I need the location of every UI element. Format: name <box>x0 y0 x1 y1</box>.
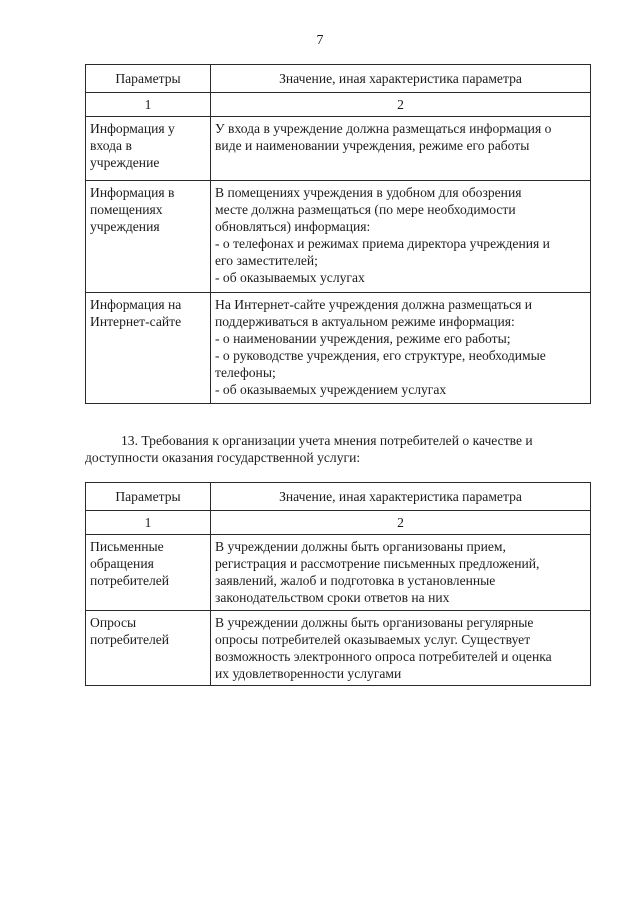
header-value: Значение, иная характеристика параметра <box>211 483 591 511</box>
value-cell <box>211 535 591 611</box>
param-line: обращения <box>90 556 154 571</box>
table-row <box>86 535 591 611</box>
param-line: Интернет-сайте <box>90 314 182 329</box>
param-line: помещениях <box>90 202 163 217</box>
column-number-2: 2 <box>211 93 591 117</box>
param-line: Информация на <box>90 297 182 312</box>
column-number-row <box>86 93 591 117</box>
value-cell <box>211 611 591 686</box>
param-line: Опросы <box>90 615 137 630</box>
value-line: их удовлетворенности услугами <box>215 666 402 681</box>
param-cell <box>86 293 211 404</box>
value-line: месте должна размещаться (по мере необходимости <box>215 202 516 217</box>
value-line: регистрация и рассмотрение письменных предложений, <box>215 556 540 571</box>
page-number: 7 <box>316 33 324 48</box>
value-line: - о телефонах и режимах приема директора учреждения и <box>215 236 550 251</box>
paragraph-line: доступности оказания государственной услуги: <box>85 450 361 465</box>
value-line: - о руководстве учреждения, его структуре, необходимые <box>215 348 546 363</box>
table-header-row <box>86 483 591 511</box>
value-line: заявлений, жалоб и подготовка в установленные <box>215 573 496 588</box>
value-line: - об оказываемых услугах <box>215 270 365 285</box>
param-line: потребителей <box>90 632 170 647</box>
table-header-row <box>86 65 591 93</box>
value-cell <box>211 117 591 181</box>
param-cell <box>86 117 211 181</box>
value-line: виде и наименовании учреждения, режиме его работы <box>215 138 530 153</box>
feedback-table <box>85 482 591 686</box>
table-row <box>86 181 591 293</box>
column-number-2: 2 <box>211 511 591 535</box>
value-line: законодательством сроки ответов на них <box>215 590 450 605</box>
column-number-1: 1 <box>86 93 211 117</box>
param-line: учреждение <box>90 155 160 170</box>
param-cell <box>86 611 211 686</box>
value-line: В учреждении должны быть организованы регулярные <box>215 615 534 630</box>
value-line: - о наименовании учреждения, режиме его работы; <box>215 331 511 346</box>
value-line: его заместителей; <box>215 253 318 268</box>
value-cell <box>211 181 591 293</box>
value-line: телефоны; <box>215 365 276 380</box>
value-line: У входа в учреждение должна размещаться информация о <box>215 121 552 136</box>
value-line: возможность электронного опроса потребителей и оценка <box>215 649 552 664</box>
column-number-row <box>86 511 591 535</box>
param-line: Информация в <box>90 185 175 200</box>
value-line: поддерживаться в актуальном режиме информация: <box>215 314 515 329</box>
header-parameters: Параметры <box>86 65 211 93</box>
header-parameters: Параметры <box>86 483 211 511</box>
param-line: потребителей <box>90 573 170 588</box>
value-line: - об оказываемых учреждением услугах <box>215 382 447 397</box>
value-cell <box>211 293 591 404</box>
value-line: На Интернет-сайте учреждения должна размещаться и <box>215 297 533 312</box>
param-line: учреждения <box>90 219 160 234</box>
table-row <box>86 117 591 181</box>
table-row <box>86 611 591 686</box>
param-cell <box>86 181 211 293</box>
value-line: опросы потребителей оказываемых услуг. Существует <box>215 632 531 647</box>
public-info-table <box>85 64 591 404</box>
param-line: Информация у <box>90 121 175 136</box>
column-number-1: 1 <box>86 511 211 535</box>
param-line: Письменные <box>90 539 164 554</box>
paragraph-line: 13. Требования к организации учета мнения потребителей о качестве и <box>121 433 533 448</box>
header-value: Значение, иная характеристика параметра <box>211 65 591 93</box>
table-row <box>86 293 591 404</box>
param-cell <box>86 535 211 611</box>
value-line: обновляться) информация: <box>215 219 371 234</box>
value-line: В помещениях учреждения в удобном для обозрения <box>215 185 522 200</box>
section-13-paragraph <box>85 432 593 466</box>
value-line: В учреждении должны быть организованы прием, <box>215 539 506 554</box>
param-line: входа в <box>90 138 132 153</box>
